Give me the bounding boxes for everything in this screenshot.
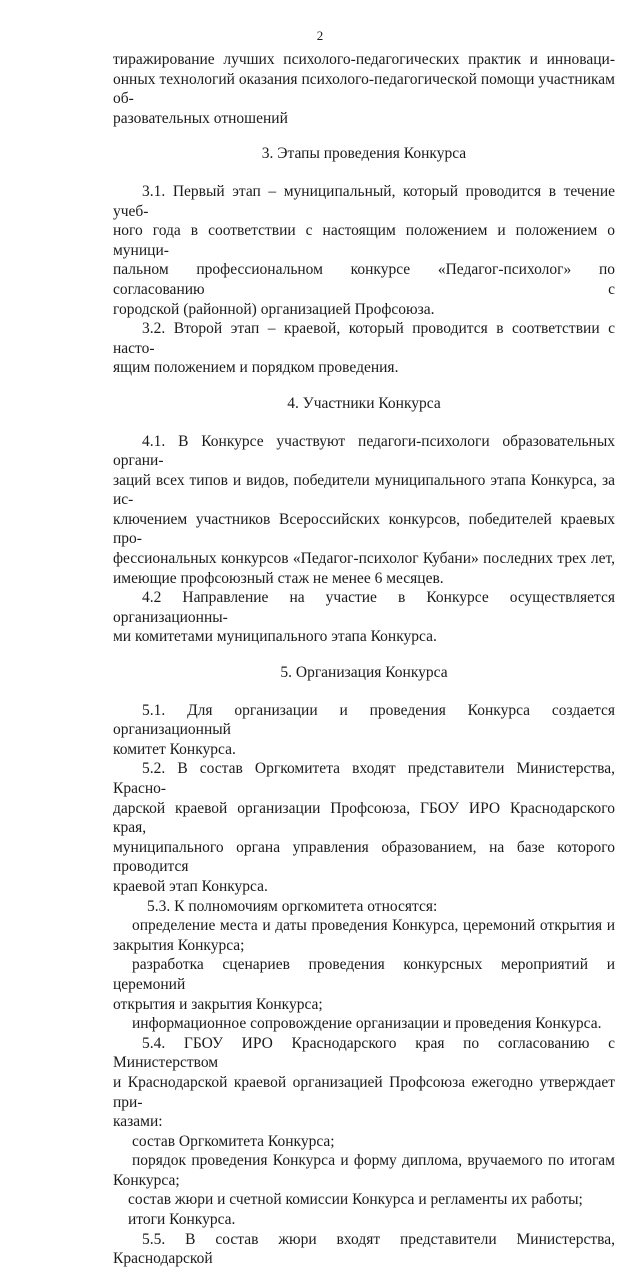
text-line: фессиональных конкурсов «Педагог-психолог Кубани» последних трех лет,	[113, 550, 615, 568]
page-number: 2	[316, 28, 324, 43]
text-line: муниципального органа управления образованием, на базе которого проводится	[113, 838, 615, 876]
text-line: итоги Конкурса.	[128, 1211, 236, 1229]
section-heading-3: 3. Этапы проведения Конкурса	[261, 145, 467, 163]
text-line: ключением участников Всероссийских конкурсов, победителей краевых про-	[113, 510, 615, 548]
text-line: информационное сопровождение организации и проведения Конкурса.	[132, 1015, 602, 1033]
section-heading-5: 5. Организация Конкурса	[280, 664, 448, 682]
text-line: комитет Конкурса.	[113, 740, 236, 758]
text-line: разовательных отношений	[113, 109, 288, 127]
text-line: имеющие профсоюзный стаж не менее 6 месяцев.	[113, 569, 444, 587]
text-line: порядок проведения Конкурса и форму диплома, вручаемого по итогам	[132, 1152, 615, 1170]
text-line: ящим положением и порядком проведения.	[113, 359, 399, 377]
text-line: ми комитетами муниципального этапа Конкурса.	[113, 628, 437, 646]
text-line: казами:	[113, 1113, 163, 1131]
text-line: 3.2. Второй этап – краевой, который проводится в соответствии с насто-	[113, 320, 615, 357]
text-line: 5.5. В состав жюри входят представители Министерства, Краснодарской	[113, 1230, 615, 1268]
text-line: 4.2 Направление на участие в Конкурсе осуществляется организационны-	[113, 589, 615, 626]
section-heading-4: 4. Участники Конкурса	[287, 394, 441, 412]
text-line: городской (районной) организацией Профсоюза.	[113, 300, 435, 318]
text-line: 5.1. Для организации и проведения Конкурса создается организационный	[113, 701, 615, 739]
text-line: Конкурса;	[113, 1171, 180, 1189]
text-line: 3.1. Первый этап – муниципальный, который проводится в течение учеб-	[113, 182, 615, 220]
text-line: дарской краевой организации Профсоюза, ГБОУ ИРО Краснодарского края,	[113, 799, 615, 837]
text-line: заций всех типов и видов, победители муниципального этапа Конкурса, за ис-	[113, 471, 615, 509]
text-line: тиражирование лучших психолого-педагогических практик и инноваци-	[113, 51, 615, 68]
text-line: состав Оргкомитета Конкурса;	[132, 1132, 335, 1150]
text-line: пальном профессиональном конкурсе «Педагог-психолог» по согласованию с	[113, 261, 615, 298]
text-line: состав жюри и счетной комиссии Конкурса и регламенты их работы;	[128, 1191, 583, 1209]
text-line: 5.4. ГБОУ ИРО Краснодарского края по согласованию с Министерством	[113, 1034, 615, 1072]
text-line: 4.1. В Конкурсе участвуют педагоги-психологи образовательных органи-	[113, 432, 615, 470]
text-line: и Краснодарской краевой организацией Профсоюза ежегодно утверждает при-	[113, 1073, 615, 1111]
text-line: 5.2. В состав Оргкомитета входят представители Министерства, Красно-	[113, 760, 615, 797]
text-line: 5.3. К полномочиям оргкомитета относятся:	[147, 897, 438, 915]
text-line: онных технологий оказания психолого-педагогической помощи участникам об-	[113, 70, 615, 108]
text-line: определение места и даты проведения Конкурса, церемоний открытия и	[132, 917, 615, 935]
text-line: закрытия Конкурса;	[113, 936, 245, 954]
text-line: краевой этап Конкурса.	[113, 877, 268, 895]
document-body	[113, 50, 615, 1269]
text-line: разработка сценариев проведения конкурсных мероприятий и церемоний	[113, 956, 615, 993]
text-line: ного года в соответствии с настоящим положением и положением о муници-	[113, 222, 615, 259]
text-line: открытия и закрытия Конкурса;	[113, 995, 323, 1013]
